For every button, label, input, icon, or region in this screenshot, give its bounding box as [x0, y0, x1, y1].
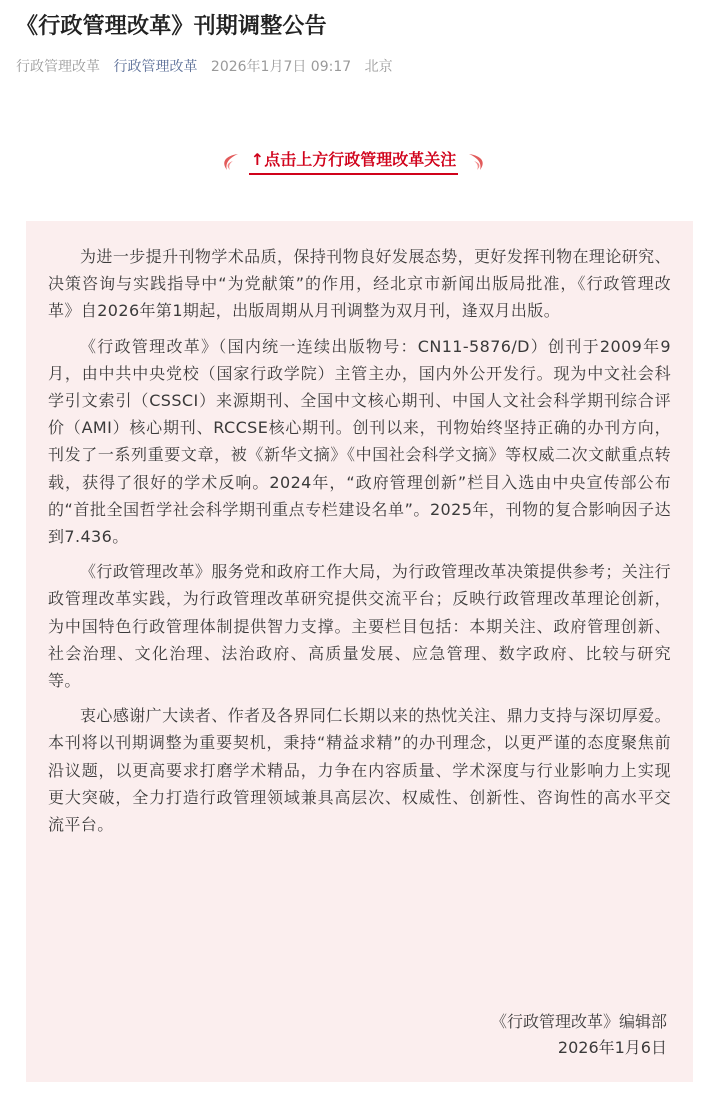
- publish-location: 北京: [364, 59, 393, 75]
- notice-paragraph: 为进一步提升刊物学术品质，保持刊物良好发展态势，更好发挥刊物在理论研究、决策咨询与实践指导中“为党献策”的作用，经北京市新闻出版局批准，《行政管理改革》自2026年第1期起，出版周期从月刊调整为双月刊，逢双月出版。: [48, 247, 671, 321]
- red-swoosh-icon: [219, 152, 241, 172]
- publish-datetime: 2026年1月7日 09:17: [210, 59, 352, 75]
- signature-org: 《行政管理改革》编辑部: [490, 1012, 667, 1031]
- notice-paragraph: 《行政管理改革》服务党和政府工作大局，为行政管理改革决策提供参考；关注行政管理改革实践，为行政管理改革研究提供交流平台；反映行政管理改革理论创新，为中国特色行政管理体制提供智力支撑。主要栏目包括：本期关注、政府管理创新、社会治理、文化治理、法治政府、高质量发展、应急管理、数字政府、比较与研究等。: [48, 562, 671, 691]
- notice-card: [26, 221, 693, 1082]
- notice-paragraph: 《行政管理改革》（国内统一连续出版物号：CN11-5876/D）创刊于2009年9月，由中共中央党校（国家行政学院）主管主办，国内外公开发行。现为中文社会科学引文索引（CSSCI）来源期刊、全国中文核心期刊、中国人文社会科学期刊综合评价（AMI）核心期刊、RCCSE核心期刊。创刊以来，刊物始终坚持正确的办刊方向，刊发了一系列重要文章，被《新华文摘》《中国社会科学文摘》等权威二次文献重点转载，获得了很好的学术反响。2024年，“政府管理创新”栏目入选由中央宣传部公布的“首批全国哲学社会科学期刊重点专栏建设名单”。2025年，刊物的复合影响因子达到7.436。: [48, 336, 671, 547]
- signature-date: 2026年1月6日: [557, 1038, 667, 1057]
- article-title: 《行政管理改革》刊期调整公告: [16, 14, 327, 39]
- follow-banner: [0, 147, 707, 177]
- account-name-link[interactable]: 行政管理改革: [113, 59, 198, 75]
- follow-prompt-link[interactable]: ↑点击上方行政管理改革关注: [249, 149, 458, 175]
- article-meta: [16, 57, 402, 77]
- notice-paragraph: 衷心感谢广大读者、作者及各界同仁长期以来的热忱关注、鼎力支持与深切厚爱。本刊将以刊期调整为重要契机，秉持“精益求精”的办刊理念，以更严谨的态度聚焦前沿议题，以更高要求打磨学术精品，力争在内容质量、学术深度与行业影响力上实现更大突破，全力打造行政管理领域兼具高层次、权威性、创新性、咨询性的高水平交流平台。: [48, 706, 671, 835]
- red-swoosh-icon: [466, 152, 488, 172]
- author-name: 行政管理改革: [16, 59, 100, 75]
